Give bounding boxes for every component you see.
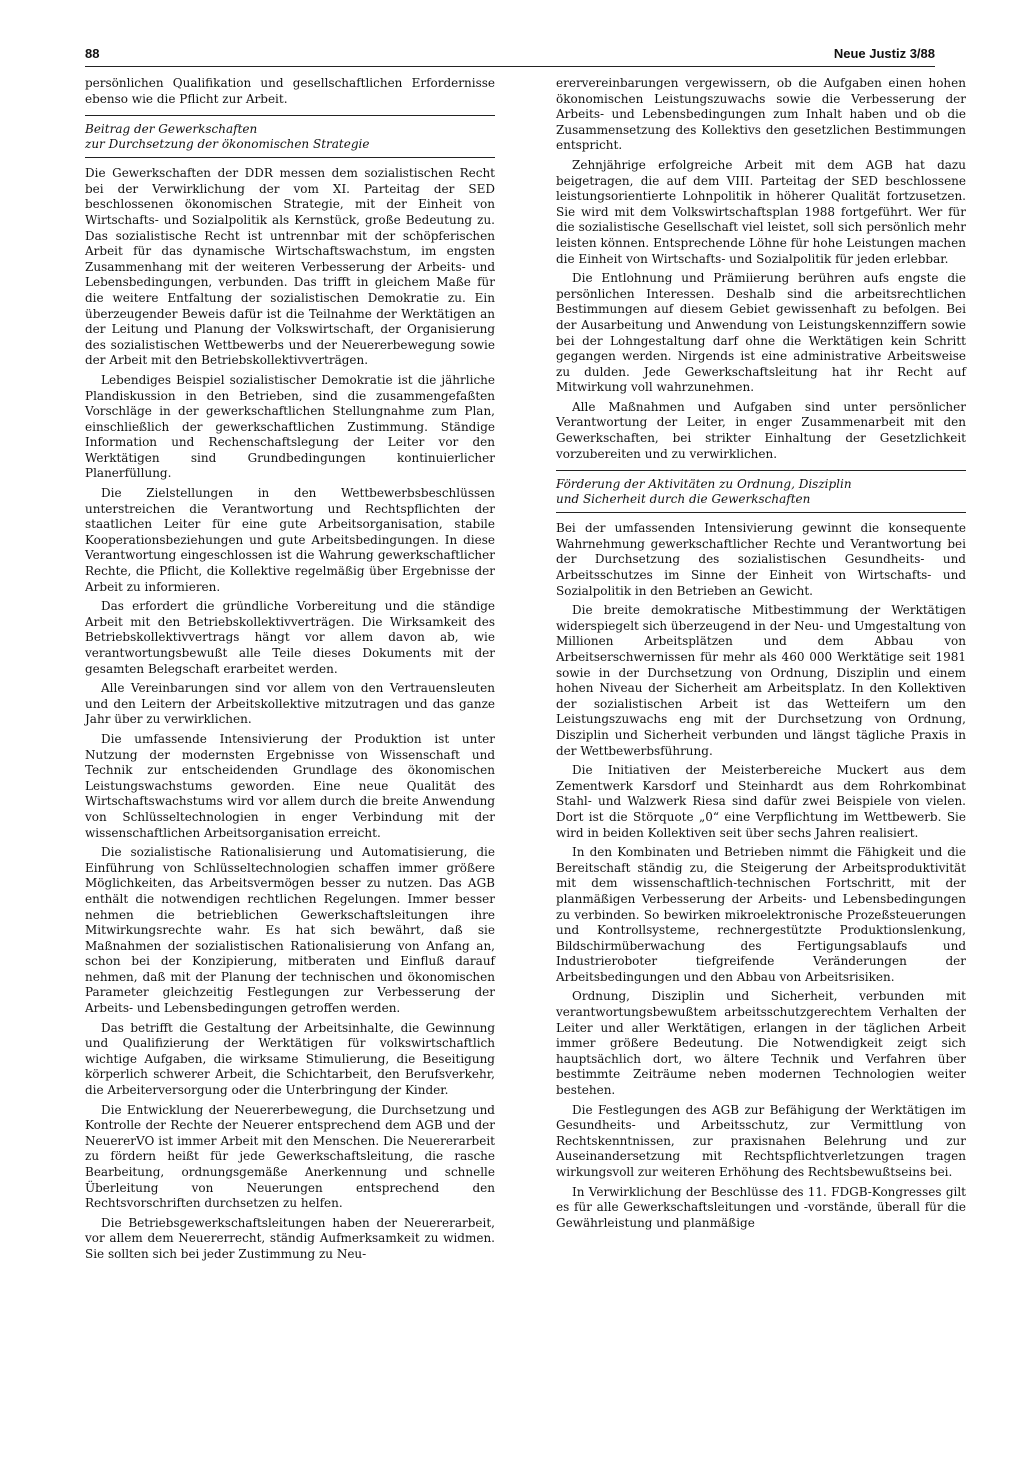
paragraph: Die Gewerkschaften der DDR messen dem sozialistischen Recht bei der Verwirklichung der vom XI. Parteitag der SED beschlossenen ökonomischen Strategie, mit der Einheit von Wirtschafts- und Sozialpolitik als Kernstück, große Bedeutung zu. Das sozialistische Recht ist untrennbar mit der schöpferischen Arbeit für das dynamische Wirtschaftswachstum, im engsten Zusammenhang mit der weiteren Verbesserung der Arbeits- und Lebensbedingungen, verbunden. Das trifft in gleichem Maße für die weitere Entfaltung der sozialistischen Demokratie zu. Ein überzeugender Beweis dafür ist die Teilnahme der Werktätigen an der Leitung und Planung der Volkswirtschaft, der Organisierung des sozialistischen Wettbewerbs und der Neuererbewegung sowie der Arbeit mit den Betriebskollektivverträgen. — [85, 166, 495, 368]
page-number: 88 — [85, 46, 100, 61]
paragraph: Die sozialistische Rationalisierung und Automatisierung, die Einführung von Schlüsseltechnologien schaffen immer größere Möglichkeiten, das Arbeitsvermögen besser zu nutzen. Das AGB enthält die notwendigen rechtlichen Regelungen. Immer besser nehmen die betrieblichen Gewerkschaftsleitungen ihre Mitwirkungsrechte wahr. Es hat sich bewährt, daß sie Maßnahmen der sozialistischen Rationalisierung von Anfang an, schon bei der Konzipierung, mitberaten und Einfluß darauf nehmen, daß mit der Planung der technischen und ökonomischen Parameter gleichzeitig Festlegungen zur Verbesserung der Arbeits- und Lebensbedingungen getroffen werden. — [85, 845, 495, 1016]
paragraph: Die Zielstellungen in den Wettbewerbsbeschlüssen unterstreichen die Verantwortung und Rechtspflichten der staatlichen Leiter für eine gute Arbeitsorganisation, stabile Kooperationsbeziehungen und gute Arbeitsbedingungen. In diese Verantwortung eingeschlossen ist die Wahrung gewerkschaftlicher Rechte, die Pflicht, die Kollektive regelmäßig über Ergebnisse der Arbeit zu informieren. — [85, 486, 495, 594]
paragraph: Alle Vereinbarungen sind vor allem von den Vertrauensleuten und den Leitern der Arbeitskollektive mitzutragen und das ganze Jahr über zu verwirklichen. — [85, 681, 495, 727]
section-heading-gewerkschaften — [85, 115, 495, 158]
paragraph: Bei der umfassenden Intensivierung gewinnt die konsequente Wahrnehmung gewerkschaftlicher Rechte und Verantwortung bei der Durchsetzung des sozialistischen Gesundheits- und Arbeitsschutzes im Sinne der Einheit von Wirtschafts- und Sozialpolitik in den Betrieben an Gewicht. — [556, 521, 966, 598]
carryover-paragraph: persönlichen Qualifikation und gesellschaftlichen Erfordernisse ebenso wie die Pflicht zur Arbeit. — [85, 76, 495, 106]
paragraph: Ordnung, Disziplin und Sicherheit, verbunden mit verantwortungsbewußtem arbeitsschutzgerechtem Verhalten der Leiter und aller Werktätigen, erlangen in der täglichen Arbeit immer größere Bedeutung. Die Notwendigkeit zeigt sich hauptsächlich dort, wo ältere Technik und Verfahren über bestimmte Zeiträume neben modernen Technologien weiter bestehen. — [556, 989, 966, 1098]
heading-line: Förderung der Aktivitäten zu Ordnung, Disziplin — [556, 477, 852, 492]
left-column — [85, 76, 495, 1267]
paragraph: Die Entlohnung und Prämiierung berühren aufs engste die persönlichen Interessen. Deshalb sind die arbeitsrechtlichen Bestimmungen auf diesem Gebiet gewissenhaft zu befolgen. Bei der Ausarbeitung und Anwendung von Leistungskennziffern sowie bei der Lohngestaltung darf ohne die Werktätigen kein Schritt gegangen werden. Nirgends ist eine administrative Arbeitsweise zu dulden. Jede Gewerkschaftsleitung hat ihr Recht auf Mitwirkung voll wahrzunehmen. — [556, 271, 966, 395]
paragraph: Das betrifft die Gestaltung der Arbeitsinhalte, die Gewinnung und Qualifizierung der Werktätigen für volkswirtschaftlich wichtige Aufgaben, die wirksame Stimulierung, die Beseitigung körperlich schwerer Arbeit, die Schichtarbeit, den Berufsverkehr, die Arbeiterversorgung oder die Unterbringung der Kinder. — [85, 1020, 495, 1098]
paragraph: Zehnjährige erfolgreiche Arbeit mit dem AGB hat dazu beigetragen, die auf dem VIII. Parteitag der SED beschlossene leistungsorientierte Lohnpolitik in höherer Qualität fortzusetzen. Sie wird mit dem Volkswirtschaftsplan 1988 fortgeführt. Wer für die sozialistische Gesellschaft viel leistet, soll sich persönlich mehr leisten können. Entsprechende Löhne für hohe Leistungen machen die Einheit von Wirtschafts- und Sozialpolitik für jeden erlebbar. — [556, 157, 966, 266]
paragraph: Alle Maßnahmen und Aufgaben sind unter persönlicher Verantwortung der Leiter, in enger Zusammenarbeit mit den Gewerkschaften, bei strikter Einhaltung der Gesetzlichkeit vorzubereiten und zu verwirklichen. — [556, 399, 966, 461]
paragraph: Die Festlegungen des AGB zur Befähigung der Werktätigen im Gesundheits- und Arbeitsschutz, zur Vermittlung von Rechtskenntnissen, zur praxisnahen Belehrung und zur Auseinandersetzung mit Rechtspflichtverletzungen tragen wirkungsvoll zur weiteren Erhöhung des Rechtsbewußtseins bei. — [556, 1102, 966, 1179]
paragraph: erervereinbarungen vergewissern, ob die Aufgaben einen hohen ökonomischen Leistungszuwachs sowie die Verbesserung der Arbeits- und Lebensbedingungen zum Inhalt haben und ob die Zusammensetzung des Kollektivs den gesetzlichen Bestimmungen entspricht. — [556, 76, 966, 153]
paragraph: Die Betriebsgewerkschaftsleitungen haben der Neuererarbeit, vor allem dem Neuererrecht, ständig Aufmerksamkeit zu widmen. Sie sollten sich bei jeder Zustimmung zu Neu- — [85, 1215, 495, 1261]
paragraph: Die Entwicklung der Neuererbewegung, die Durchsetzung und Kontrolle der Rechte der Neuerer entsprechend dem AGB und der NeuererVO ist immer Arbeit mit den Menschen. Die Neuererarbeit zu fördern heißt für jede Gewerkschaftsleitung, die rasche Bearbeitung, ordnungsgemäße Anerkennung und schnelle Überleitung von Neuerungen entsprechend den Rechtsvorschriften durchsetzen zu helfen. — [85, 1102, 495, 1211]
section-heading-ordnung — [556, 470, 966, 513]
paragraph: In Verwirklichung der Beschlüsse des 11. FDGB-Kongresses gilt es für alle Gewerkschaftsleitungen und -vorstände, überall für die Gewährleistung und planmäßige — [556, 1184, 966, 1230]
paragraph: Die Initiativen der Meisterbereiche Muckert aus dem Zementwerk Karsdorf und Steinhardt aus dem Rohrkombinat Stahl- und Walzwerk Riesa sind dafür zwei Beispiele von vielen. Dort ist die Störquote „0“ eine Verpflichtung im Wettbewerb. Sie wird in beiden Kollektiven seit über sechs Jahren realisiert. — [556, 763, 966, 840]
right-column — [556, 76, 966, 1235]
paragraph: Das erfordert die gründliche Vorbereitung und die ständige Arbeit mit den Betriebskollektivverträgen. Die Wirksamkeit des Betriebskollektivvertrags hängt vor allem davon ab, wie verantwortungsbewußt alle Teile dieses Dokuments mit der gesamten Belegschaft erarbeitet werden. — [85, 599, 495, 676]
journal-name: Neue Justiz 3/88 — [833, 46, 935, 61]
heading-line: Beitrag der Gewerkschaften — [85, 122, 258, 137]
running-header — [85, 44, 935, 67]
paragraph: Die umfassende Intensivierung der Produktion ist unter Nutzung der modernsten Ergebnisse von Wissenschaft und Technik zur entscheidenden Grundlage des ökonomischen Leistungswachstums geworden. Eine neue Qualität des Wirtschaftswachstums wird vor allem durch die breite Anwendung von Schlüsseltechnologien in enger Verbindung mit der wissenschaftlichen Arbeitsorganisation erreicht. — [85, 731, 495, 840]
heading-line: und Sicherheit durch die Gewerkschaften — [556, 492, 811, 507]
paragraph: Die breite demokratische Mitbestimmung der Werktätigen widerspiegelt sich überzeugend in der Neu- und Umgestaltung von Millionen Arbeitsplätzen und dem Abbau von Arbeitserschwernissen für mehr als 460 000 Werktätige seit 1981 sowie in der Durchsetzung von Ordnung, Disziplin und einem hohen Niveau der Sicherheit am Arbeitsplatz. In den Kollektiven der sozialistischen Arbeit ist das Wetteifern um den Leistungszuwachs eng mit der Durchsetzung von Ordnung, Disziplin und Sicherheit verbunden und längst tägliche Praxis in der Wettbewerbsführung. — [556, 603, 966, 758]
paragraph: In den Kombinaten und Betrieben nimmt die Fähigkeit und die Bereitschaft ständig zu, die Steigerung der Arbeitsproduktivität mit dem wissenschaftlich-technischen Fortschritt, mit der planmäßigen Verbesserung der Arbeits- und Lebensbedingungen zu verbinden. So bewirken mikroelektronische Prozeßsteuerungen und Kontrollsysteme, rechnergestützte Produktionslenkung, Bildschirmüberwachung des Fertigungsablaufs und Industrieroboter tiefgreifende Veränderungen der Arbeitsbedingungen und den Abbau von Arbeitsrisiken. — [556, 845, 966, 984]
heading-line: zur Durchsetzung der ökonomischen Strategie — [85, 137, 370, 152]
paragraph: Lebendiges Beispiel sozialistischer Demokratie ist die jährliche Plandiskussion in den Betrieben, sind die zusammengefaßten Vorschläge in der gewerkschaftlichen Stellungnahme zum Plan, einschließlich der gewerkschaftlichen Zustimmung. Ständige Information und Rechenschaftslegung der Leiter vor den Werktätigen sind Grundbedingungen kontinuierlicher Planerfüllung. — [85, 372, 495, 481]
